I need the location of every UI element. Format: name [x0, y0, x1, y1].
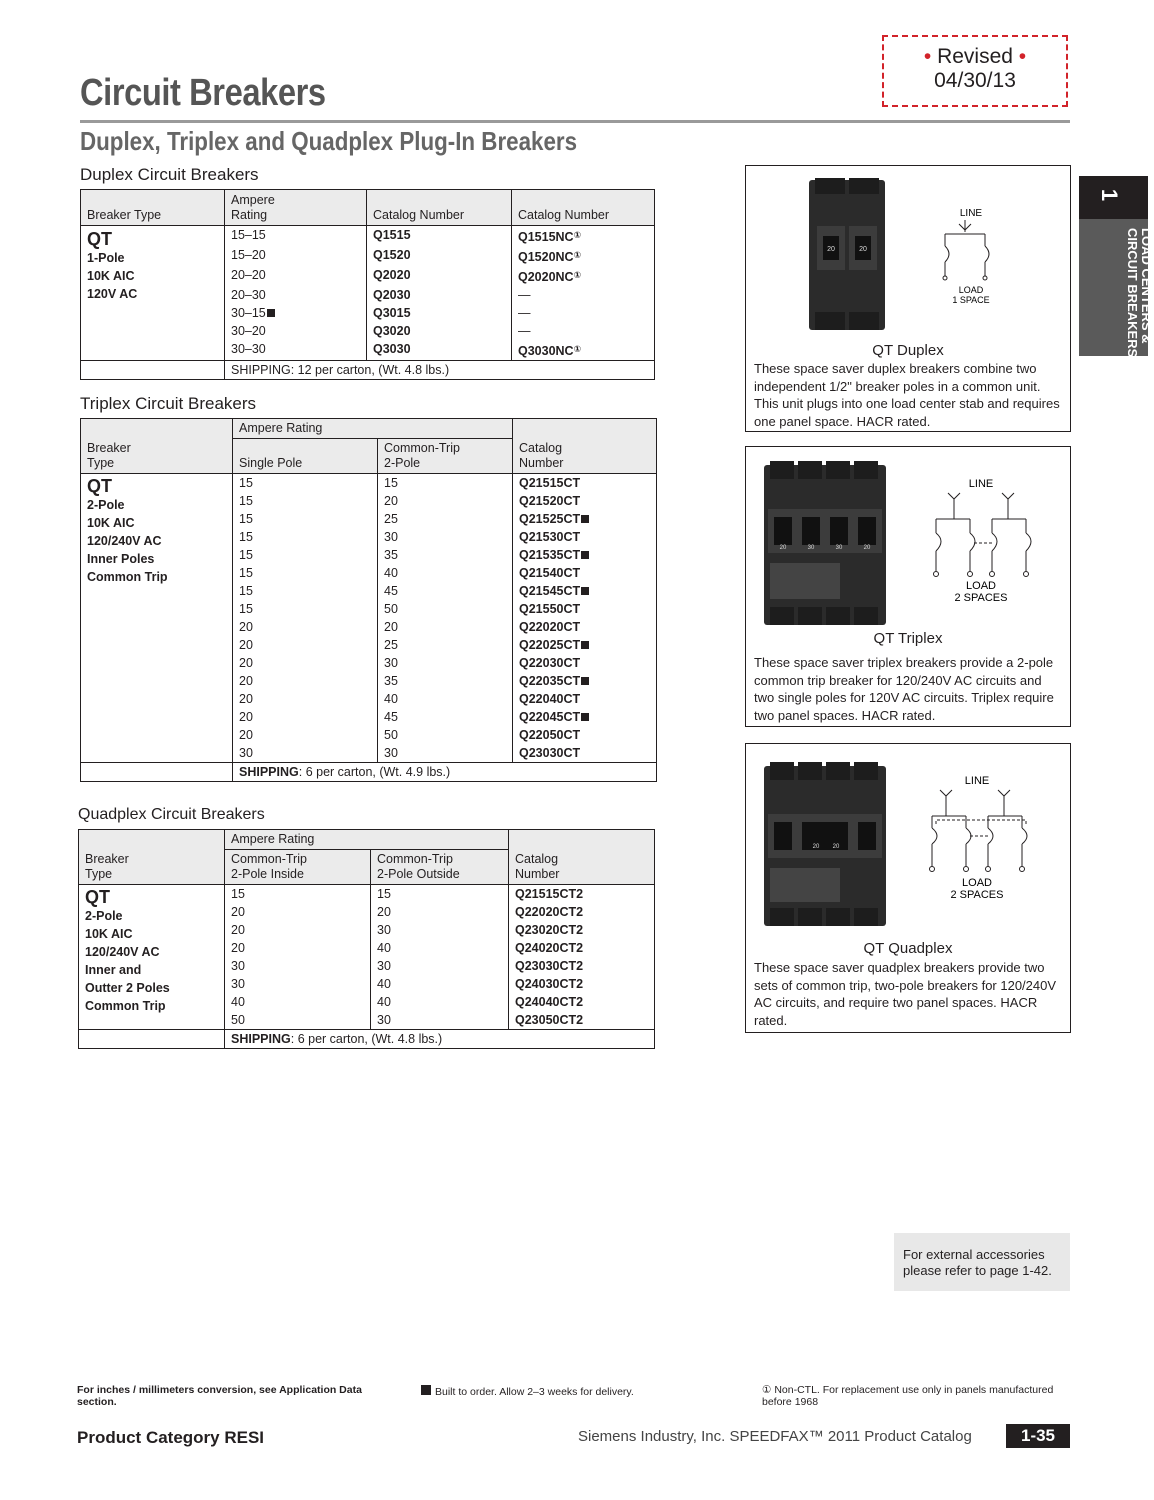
- header-2-pole-inside: 2-Pole Inside: [231, 867, 304, 881]
- catalog-cell: Q22050CT: [513, 726, 657, 744]
- catalog-nc-value: Q1520NC: [518, 250, 574, 264]
- triplex-diagram: [928, 475, 1043, 607]
- triplex-caption: QT Triplex: [873, 630, 943, 647]
- catalog-nc-cell: [512, 226, 655, 247]
- inside-cell: 30: [225, 957, 371, 975]
- amp-cell: 15–20: [225, 246, 367, 266]
- catalog-cell: Q21540CT: [513, 564, 657, 582]
- two-pole-cell: 30: [378, 654, 513, 672]
- type-name: QT: [87, 476, 112, 496]
- single-pole-cell: 15: [233, 564, 378, 582]
- catalog-cell: Q22020CT2: [509, 903, 655, 921]
- header-single-pole: Single Pole: [233, 439, 378, 474]
- catalog-cell: [513, 546, 657, 564]
- header-2-pole-outside: 2-Pole Outside: [377, 867, 460, 881]
- two-pole-cell: 40: [378, 564, 513, 582]
- built-to-order-icon: [581, 641, 589, 649]
- triplex-title: Triplex Circuit Breakers: [80, 394, 257, 413]
- catalog-nc-cell: [512, 340, 655, 361]
- diagram-line-label: LINE: [968, 478, 994, 490]
- shipping-text: : 6 per carton, (Wt. 4.8 lbs.): [290, 1032, 443, 1046]
- page-subtitle: Duplex, Triplex and Quadplex Plug-In Breakers: [80, 126, 578, 156]
- type-line: Inner Poles: [87, 552, 155, 566]
- header-breaker-type: Breaker Type: [81, 190, 225, 226]
- diagram-load-label: LOAD: [966, 580, 996, 592]
- amp-cell: 20–30: [225, 286, 367, 304]
- quadplex-breaker-image: [760, 760, 890, 932]
- header-catalog-number: [513, 419, 657, 474]
- breaker-type-cell: [81, 474, 233, 763]
- breaker-type-cell: [79, 885, 225, 1030]
- header-catalog: Catalog: [519, 441, 563, 455]
- catalog-nc-cell: [512, 246, 655, 266]
- quadplex-product-box: [745, 743, 1071, 1033]
- quadplex-shipping: [225, 1030, 655, 1049]
- quadplex-caption: QT Quadplex: [863, 940, 953, 957]
- two-pole-cell: 50: [378, 600, 513, 618]
- amp-cell: 30–20: [225, 322, 367, 340]
- duplex-caption: QT Duplex: [872, 342, 944, 359]
- header-common-trip: Common-Trip: [377, 852, 453, 866]
- diagram-spaces-label: 1 SPACE: [952, 295, 990, 305]
- header-type: Type: [87, 456, 115, 470]
- catalog-value: Q21525CT: [519, 512, 581, 526]
- single-pole-cell: 20: [233, 636, 378, 654]
- triplex-product-box: [745, 446, 1071, 727]
- amp-cell: 15–15: [225, 226, 367, 247]
- header-inside: [225, 850, 371, 885]
- amp-cell: [225, 304, 367, 322]
- duplex-title: Duplex Circuit Breakers: [80, 165, 259, 184]
- note-marker: ①: [573, 270, 582, 280]
- outside-cell: 15: [371, 885, 509, 904]
- single-pole-cell: 20: [233, 672, 378, 690]
- type-line: 120V AC: [87, 287, 138, 301]
- single-pole-cell: 15: [233, 528, 378, 546]
- two-pole-cell: 30: [378, 744, 513, 763]
- catalog-nc-cell: [512, 266, 655, 286]
- catalog-cell: Q3030: [367, 340, 512, 361]
- header-breaker-type: [79, 830, 225, 885]
- header-breaker-type: [81, 419, 233, 474]
- diagram-load-label: LOAD: [962, 877, 992, 889]
- type-line: 120/240V AC: [85, 945, 160, 959]
- single-pole-cell: 15: [233, 546, 378, 564]
- catalog-cell: Q23050CT2: [509, 1011, 655, 1030]
- two-pole-cell: 20: [378, 618, 513, 636]
- revised-label: Revised: [937, 45, 1013, 68]
- quadplex-title: Quadplex Circuit Breakers: [78, 806, 265, 823]
- page-number: 1-35: [1006, 1424, 1070, 1448]
- single-pole-cell: 20: [233, 654, 378, 672]
- built-to-order-icon: [581, 551, 589, 559]
- built-to-order-icon: [581, 677, 589, 685]
- two-pole-cell: 15: [378, 474, 513, 493]
- empty-cell: [81, 763, 233, 782]
- header-number: Number: [515, 867, 560, 881]
- pole1-label: 20: [779, 545, 787, 551]
- duplex-description: These space saver duplex breakers combine two independent 1/2" breaker poles in a common unit. This unit plugs into one load center stab and requires one panel space. HACR rated.: [754, 361, 1060, 429]
- two-pole-cell: 50: [378, 726, 513, 744]
- single-pole-cell: 20: [233, 690, 378, 708]
- triplex-shipping: [233, 763, 657, 782]
- built-to-order-icon: [581, 713, 589, 721]
- empty-cell: [81, 361, 225, 380]
- built-to-order-text: Built to order. Allow 2–3 weeks for delivery.: [435, 1386, 634, 1398]
- type-line: Inner and: [85, 963, 142, 977]
- catalog-cell: Q1515: [367, 226, 512, 247]
- header-catalog: Catalog: [515, 852, 559, 866]
- note-marker: ①: [573, 250, 582, 260]
- catalog-cell: Q23030CT2: [509, 957, 655, 975]
- pole3-label: 30: [835, 545, 843, 551]
- catalog-cell: [513, 582, 657, 600]
- section-side-tab: [1079, 176, 1154, 358]
- type-line: 10K AIC: [85, 927, 133, 941]
- header-two-pole: [378, 439, 513, 474]
- single-pole-cell: 20: [233, 708, 378, 726]
- catalog-cell: Q3020: [367, 322, 512, 340]
- catalog-cell: Q24020CT2: [509, 939, 655, 957]
- catalog-cell: [513, 510, 657, 528]
- catalog-cell: Q3015: [367, 304, 512, 322]
- built-to-order-note: [420, 1385, 700, 1398]
- diagram-spaces-label: 2 SPACES: [954, 592, 1008, 604]
- type-line: 1-Pole: [87, 251, 125, 265]
- amp-value: 30–15: [231, 306, 266, 320]
- catalog-value: Q22045CT: [519, 710, 581, 724]
- two-pole-cell: 35: [378, 546, 513, 564]
- duplex-table: [80, 189, 655, 380]
- outside-cell: 40: [371, 975, 509, 993]
- type-line: 10K AIC: [87, 516, 135, 530]
- inside-cell: 20: [225, 903, 371, 921]
- catalog-name: Siemens Industry, Inc. SPEEDFAX™ 2011 Product Catalog: [578, 1428, 972, 1445]
- header-2-pole: 2-Pole: [384, 456, 421, 470]
- catalog-value: Q21545CT: [519, 584, 581, 598]
- shipping-label: SHIPPING: [231, 1032, 291, 1046]
- catalog-cell: [513, 708, 657, 726]
- ampere-rating-label: Ampere Rating: [231, 193, 275, 222]
- header-common-trip: Common-Trip: [384, 441, 460, 455]
- catalog-cell: Q24040CT2: [509, 993, 655, 1011]
- type-name: QT: [85, 887, 110, 907]
- catalog-cell: Q23020CT2: [509, 921, 655, 939]
- catalog-cell: [513, 636, 657, 654]
- header-number: Number: [519, 456, 564, 470]
- triplex-table: [80, 418, 657, 782]
- header-outside: [371, 850, 509, 885]
- catalog-cell: Q1520: [367, 246, 512, 266]
- diagram-line-label: LINE: [964, 775, 990, 787]
- single-pole-cell: 15: [233, 510, 378, 528]
- catalog-cell: Q2020: [367, 266, 512, 286]
- single-pole-cell: 15: [233, 492, 378, 510]
- page-title: Circuit Breakers: [80, 72, 326, 114]
- catalog-cell: Q21515CT2: [509, 885, 655, 904]
- pole4-label: 20: [863, 545, 871, 551]
- type-line: Outter 2 Poles: [85, 981, 170, 995]
- type-line: Common Trip: [85, 999, 166, 1013]
- product-category: Product Category RESI: [77, 1428, 265, 1447]
- outside-cell: 40: [371, 939, 509, 957]
- catalog-value: Q22025CT: [519, 638, 581, 652]
- catalog-cell: Q22020CT: [513, 618, 657, 636]
- outside-cell: 20: [371, 903, 509, 921]
- outside-cell: 30: [371, 1011, 509, 1030]
- header-ampere-rating: [225, 190, 367, 226]
- type-line: Common Trip: [87, 570, 168, 584]
- catalog-cell: Q21530CT: [513, 528, 657, 546]
- note-marker: ①: [573, 230, 582, 240]
- outside-cell: 30: [371, 921, 509, 939]
- pole2-label: 30: [807, 545, 815, 551]
- conversion-note: For inches / millimeters conversion, see Application Data section.: [77, 1384, 362, 1408]
- built-to-order-icon: [421, 1385, 431, 1395]
- pole-inner-label-1: 20: [812, 844, 820, 850]
- catalog-value: Q22035CT: [519, 674, 581, 688]
- catalog-cell: Q23030CT: [513, 744, 657, 763]
- quadplex-diagram: [926, 772, 1041, 904]
- amp-cell: 20–20: [225, 266, 367, 286]
- two-pole-cell: 30: [378, 528, 513, 546]
- type-line: 120/240V AC: [87, 534, 162, 548]
- shipping-label: SHIPPING: [239, 765, 299, 779]
- header-catalog-number: [509, 830, 655, 885]
- catalog-value: Q21535CT: [519, 548, 581, 562]
- built-to-order-icon: [581, 587, 589, 595]
- header-catalog-number: Catalog Number: [367, 190, 512, 226]
- catalog-cell: [513, 672, 657, 690]
- diagram-line-label: LINE: [959, 208, 983, 219]
- two-pole-cell: 45: [378, 708, 513, 726]
- header-breaker: Breaker: [87, 441, 131, 455]
- non-ctl-note: ① Non-CTL. For replacement use only in panels manufactured before 1968: [762, 1384, 1054, 1408]
- catalog-nc-value: Q1515NC: [518, 230, 574, 244]
- section-label-line2: CIRCUIT BREAKERS: [1125, 228, 1140, 358]
- title-rule: [80, 120, 1070, 123]
- inside-cell: 30: [225, 975, 371, 993]
- single-pole-cell: 15: [233, 582, 378, 600]
- two-pole-cell: 25: [378, 636, 513, 654]
- built-to-order-icon: [267, 309, 275, 317]
- quadplex-table: [78, 829, 655, 1049]
- diagram-spaces-label: 2 SPACES: [950, 889, 1004, 901]
- outside-cell: 40: [371, 993, 509, 1011]
- section-label: [1125, 228, 1153, 357]
- inside-cell: 40: [225, 993, 371, 1011]
- catalog-cell: Q22030CT: [513, 654, 657, 672]
- duplex-breaker-image: [801, 176, 893, 338]
- single-pole-cell: 15: [233, 474, 378, 493]
- pole-inner-label-2: 20: [832, 844, 840, 850]
- two-pole-cell: 25: [378, 510, 513, 528]
- inside-cell: 20: [225, 921, 371, 939]
- header-type: Type: [85, 867, 113, 881]
- catalog-cell: Q24030CT2: [509, 975, 655, 993]
- catalog-nc-cell: —: [512, 286, 655, 304]
- header-ampere-rating: Ampere Rating: [233, 419, 513, 439]
- header-common-trip: Common-Trip: [231, 852, 307, 866]
- type-line: 2-Pole: [85, 909, 123, 923]
- catalog-nc-value: Q3030NC: [518, 344, 574, 358]
- catalog-nc-value: Q2020NC: [518, 270, 574, 284]
- duplex-diagram: [931, 206, 1011, 306]
- pole2-label: 20: [859, 246, 867, 253]
- single-pole-cell: 20: [233, 726, 378, 744]
- pole1-label: 20: [827, 246, 835, 253]
- shipping-text: : 6 per carton, (Wt. 4.9 lbs.): [298, 765, 451, 779]
- catalog-cell: Q21515CT: [513, 474, 657, 493]
- type-line: 10K AIC: [87, 269, 135, 283]
- inside-cell: 20: [225, 939, 371, 957]
- catalog-nc-cell: —: [512, 322, 655, 340]
- catalog-cell: Q21520CT: [513, 492, 657, 510]
- two-pole-cell: 20: [378, 492, 513, 510]
- section-label-line1: LOAD CENTERS &: [1139, 228, 1154, 344]
- built-to-order-icon: [581, 515, 589, 523]
- type-name: QT: [87, 229, 112, 249]
- duplex-shipping: SHIPPING: 12 per carton, (Wt. 4.8 lbs.): [225, 361, 655, 380]
- header-breaker: Breaker: [85, 852, 129, 866]
- quadplex-description: These space saver quadplex breakers provide two sets of common trip, two-pole breakers for 120/240V AC circuits, and require two panel spaces. HACR rated.: [754, 960, 1057, 1028]
- breaker-type-cell: [81, 226, 225, 361]
- single-pole-cell: 30: [233, 744, 378, 763]
- section-number: 1: [1097, 188, 1123, 202]
- single-pole-cell: 15: [233, 600, 378, 618]
- note-marker: ①: [573, 344, 582, 354]
- two-pole-cell: 45: [378, 582, 513, 600]
- empty-cell: [79, 1030, 225, 1049]
- catalog-cell: Q2030: [367, 286, 512, 304]
- catalog-cell: Q22040CT: [513, 690, 657, 708]
- triplex-description: These space saver triplex breakers provide a 2-pole common trip breaker for 120/240V AC circuits and two single poles for 120V AC circuits. Triplex require two panel spaces. HACR rated.: [754, 655, 1054, 723]
- outside-cell: 30: [371, 957, 509, 975]
- header-ampere-rating: Ampere Rating: [225, 830, 509, 850]
- triplex-breaker-image: [760, 459, 890, 631]
- inside-cell: 50: [225, 1011, 371, 1030]
- diagram-load-label: LOAD: [958, 285, 984, 295]
- catalog-nc-cell: —: [512, 304, 655, 322]
- external-accessories-note: For external accessories please refer to page 1-42.: [894, 1233, 1070, 1291]
- duplex-product-box: [745, 165, 1071, 432]
- two-pole-cell: 35: [378, 672, 513, 690]
- revised-stamp: • Revised • 04/30/13: [882, 35, 1068, 107]
- header-catalog-number-nc: Catalog Number: [512, 190, 655, 226]
- catalog-cell: Q21550CT: [513, 600, 657, 618]
- amp-cell: 30–30: [225, 340, 367, 361]
- revised-date: 04/30/13: [934, 69, 1016, 92]
- single-pole-cell: 20: [233, 618, 378, 636]
- two-pole-cell: 40: [378, 690, 513, 708]
- inside-cell: 15: [225, 885, 371, 904]
- type-line: 2-Pole: [87, 498, 125, 512]
